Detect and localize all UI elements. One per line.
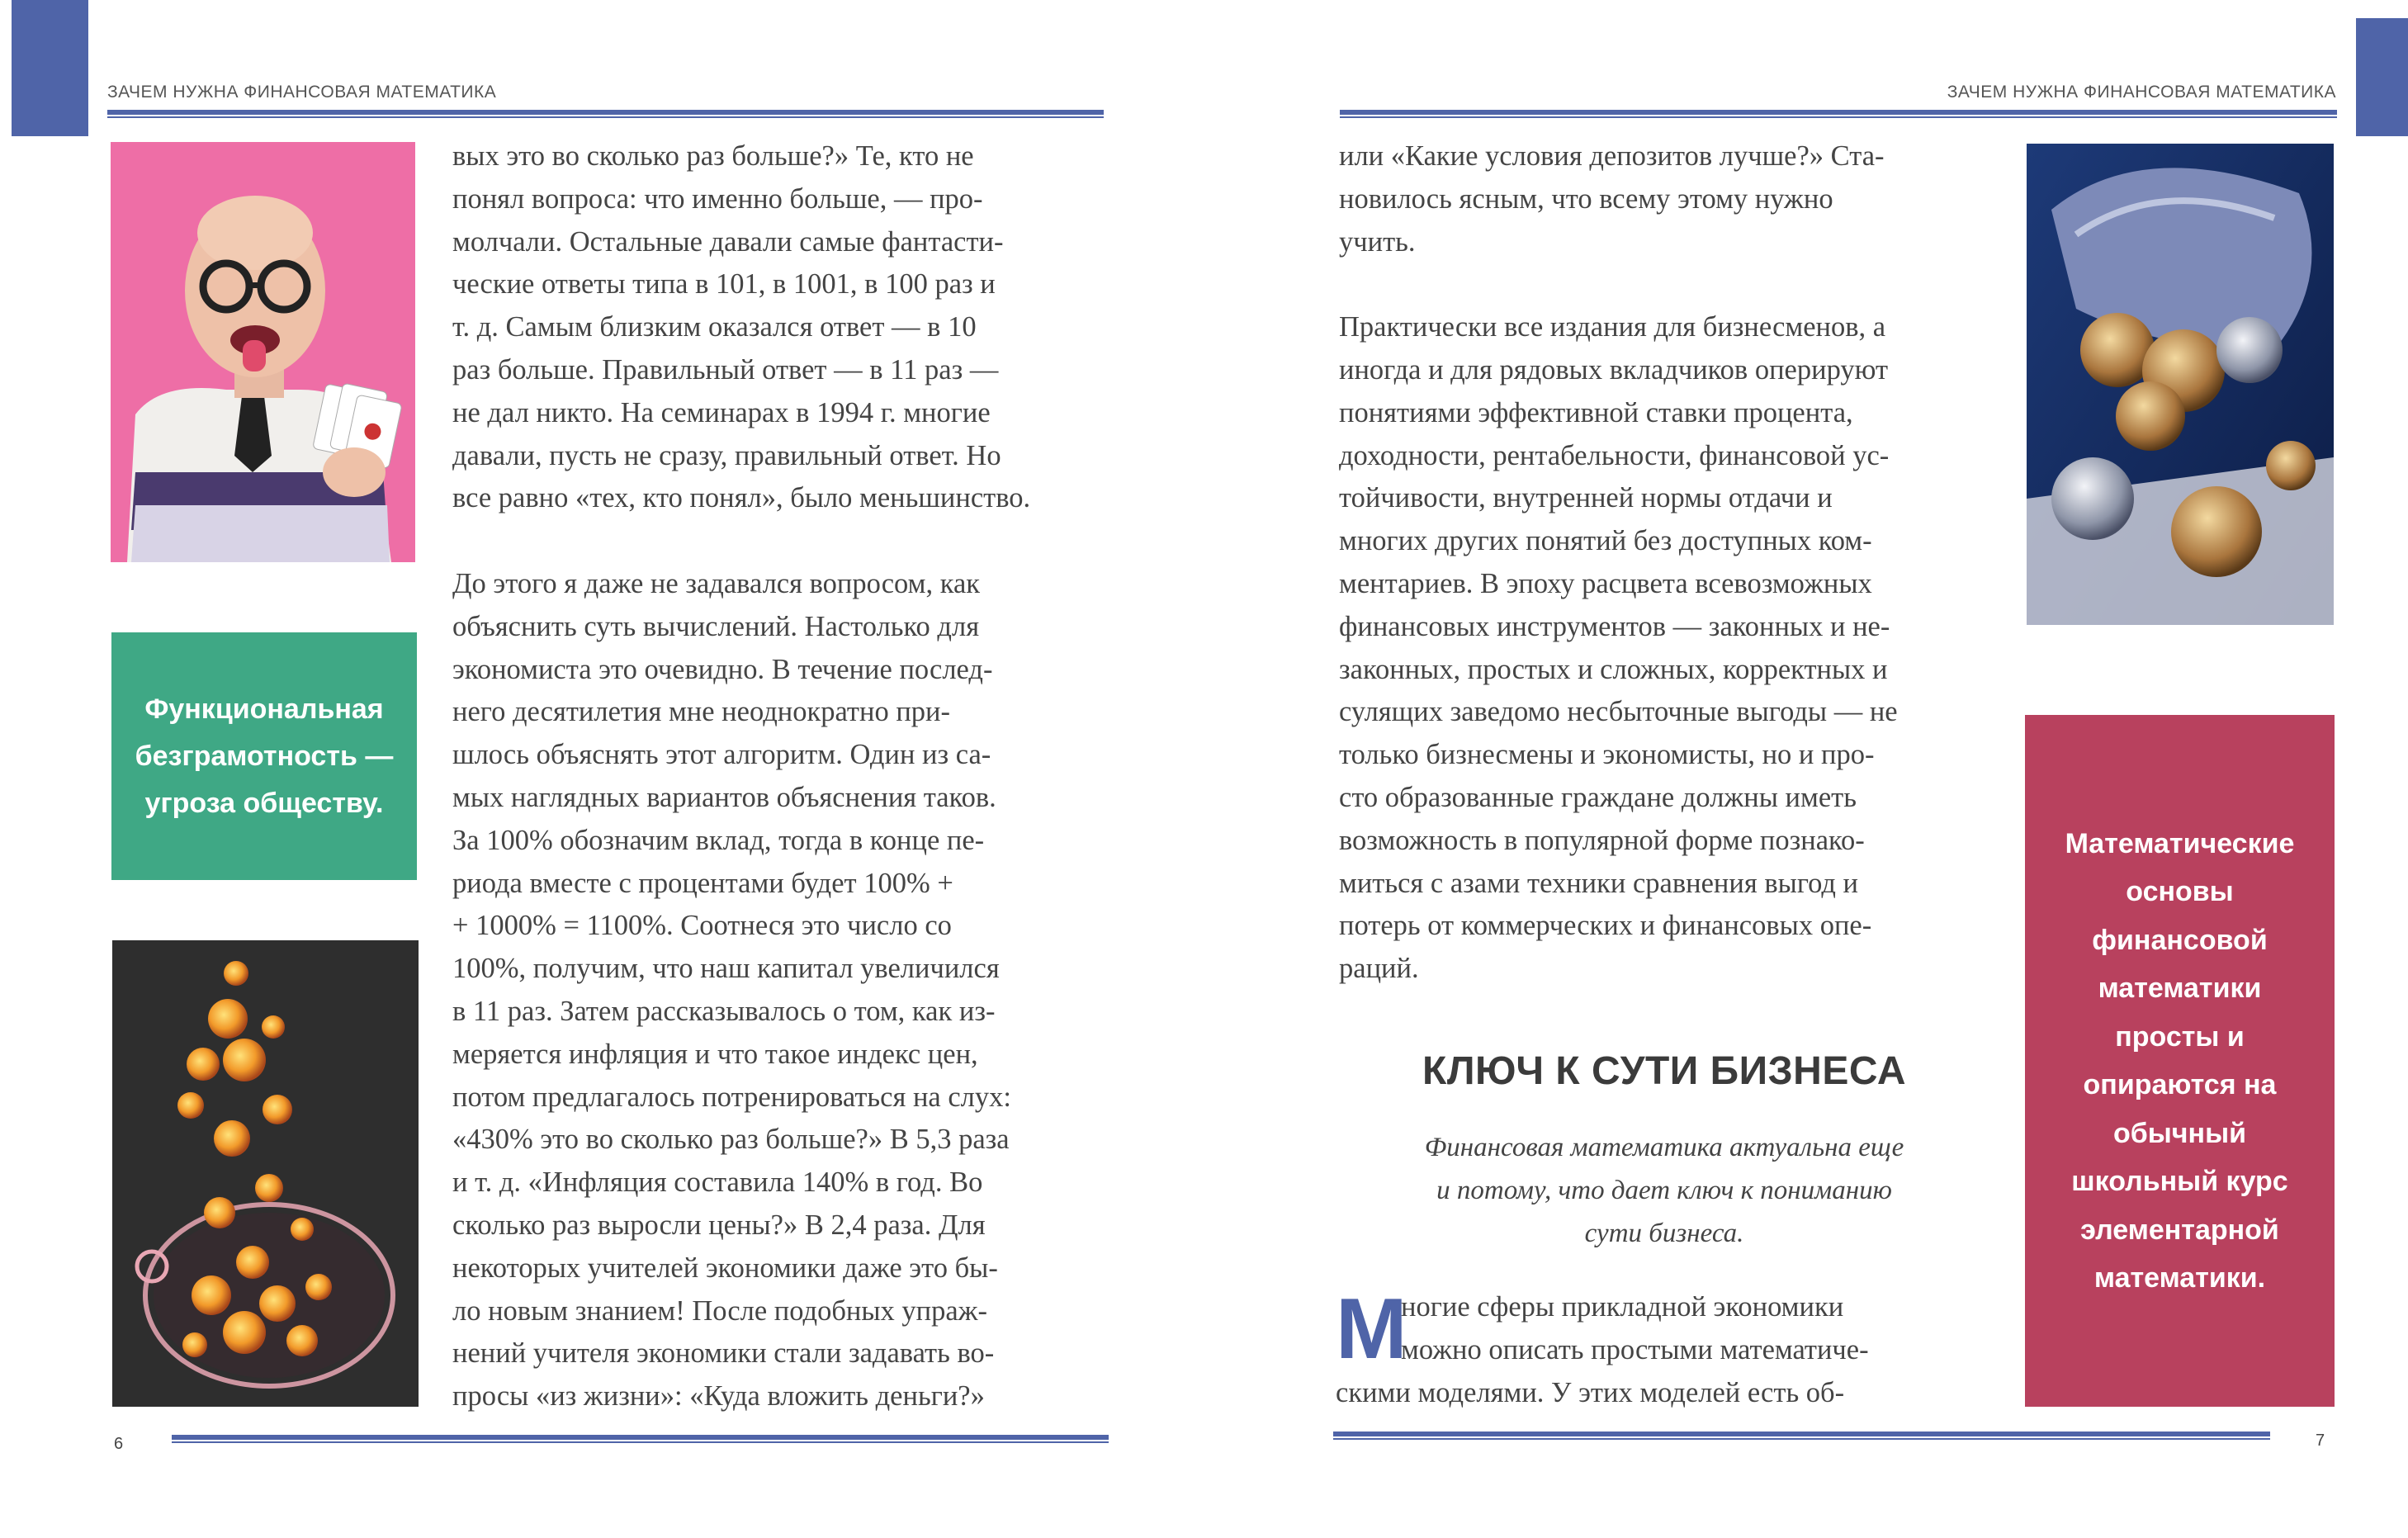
- callout-red-line: основы: [2126, 876, 2234, 907]
- text-line: За 100% обозначим вклад, тогда в конце пе-: [452, 824, 985, 856]
- left-page-number: 6: [114, 1435, 124, 1453]
- lead-line: и потому, что дает ключ к пониманию: [1436, 1176, 1892, 1205]
- text-line: понял вопроса: что именно больше, — про-: [452, 182, 983, 215]
- drop-cap: М: [1336, 1281, 1407, 1377]
- text-line: ло новым знанием! После подобных упраж-: [452, 1294, 988, 1327]
- callout-red-line: математики: [2098, 972, 2262, 1004]
- text-line: многих других понятий без доступных ком-: [1339, 525, 1872, 557]
- callout-green-line: безграмотность —: [135, 740, 394, 772]
- callout-green-line: угроза обществу.: [144, 787, 384, 819]
- right-running-head: ЗАЧЕМ НУЖНА ФИНАНСОВАЯ МАТЕМАТИКА: [1947, 83, 2336, 102]
- text-line: только бизнесмены и экономисты, но и про-: [1339, 739, 1875, 771]
- text-line: вых это во сколько раз больше?» Те, кто не: [452, 140, 974, 172]
- left-top-rule: [107, 110, 1104, 120]
- text-line: скими моделями. У этих моделей есть об-: [1336, 1377, 1845, 1408]
- right-page-column: [1339, 135, 1898, 991]
- text-line: все равно «тех, кто понял», было меньшинство.: [452, 482, 1031, 514]
- text-line: ногие сферы прикладной экономики: [1401, 1291, 1844, 1323]
- text-line: можно описать простыми математиче-: [1401, 1333, 1869, 1365]
- right-page-number: 7: [2316, 1432, 2325, 1450]
- text-line: или «Какие условия депозитов лучше?» Ста-: [1339, 140, 1885, 172]
- right-bottom-rule: [1333, 1432, 2270, 1441]
- text-line: «430% это во сколько раз больше?» В 5,3 раза: [452, 1124, 1010, 1156]
- text-line: учить.: [1339, 225, 1416, 258]
- callout-red-line: Математические: [2065, 827, 2295, 859]
- right-top-rule: [1340, 110, 2337, 120]
- text-line: потом предлагалось потренироваться на слух:: [452, 1081, 1011, 1113]
- text-line: доходности, рентабельности, финансовой ус-: [1339, 439, 1890, 471]
- text-line: т. д. Самым близким оказался ответ — в 10: [452, 311, 977, 343]
- text-line: и т. д. «Инфляция составила 140% в год. Во: [452, 1167, 983, 1199]
- photo-piggy-bank-coins: [112, 940, 419, 1407]
- coin-purse-illustration: [2027, 144, 2334, 625]
- drop-cap-paragraph-continued: [1336, 1372, 1844, 1415]
- lead-line: Финансовая математика актуальна еще: [1424, 1133, 1904, 1162]
- piggy-bank-coins-illustration: [112, 940, 419, 1407]
- callout-red-line: опираются на: [2083, 1069, 2277, 1100]
- callout-green-line: Функциональная: [144, 693, 384, 725]
- text-line: До этого я даже не задавался вопросом, как: [452, 567, 981, 599]
- text-line: сто образованные граждане должны иметь: [1339, 781, 1857, 813]
- text-line: ментариев. В эпоху расцвета всевозможных: [1339, 567, 1872, 599]
- callout-red-text: [2065, 820, 2295, 1303]
- text-line: в 11 раз. Затем рассказывалось о том, как из-: [452, 995, 996, 1027]
- text-line: новилось ясным, что всему этому нужно: [1339, 182, 1833, 215]
- callout-red-line: элементарной: [2080, 1214, 2279, 1246]
- text-line: возможность в популярной форме познако-: [1339, 824, 1865, 856]
- text-line: потерь от коммерческих и финансовых опе-: [1339, 910, 1872, 942]
- text-line: некоторых учителей экономики даже это бы-: [452, 1252, 998, 1284]
- text-line: не дал никто. На семинарах в 1994 г. многие: [452, 396, 991, 428]
- text-line: мых наглядных вариантов объяснения таков.: [452, 781, 996, 813]
- section-heading: КЛЮЧ К СУТИ БИЗНЕСА: [1422, 1049, 1906, 1093]
- callout-red-line: школьный курс: [2071, 1166, 2288, 1197]
- text-line: иногда и для рядовых вкладчиков оперируют: [1339, 353, 1889, 386]
- text-line: молчали. Остальные давали самые фантасти-: [452, 225, 1004, 258]
- callout-red-line: обычный: [2112, 1117, 2247, 1149]
- text-line: сулящих заведомо несбыточные выгоды — не: [1339, 696, 1898, 728]
- left-page-tab: [12, 0, 88, 136]
- text-line: него десятилетия мне неоднократно при-: [452, 696, 950, 728]
- callout-green-text: [135, 686, 394, 827]
- man-with-cards-illustration: [111, 142, 415, 562]
- text-line: риода вместе с процентами будет 100% +: [452, 867, 953, 899]
- text-line: нений учителя экономики стали задавать во-: [452, 1337, 995, 1370]
- text-line: давали, пусть не сразу, правильный ответ. Но: [452, 439, 1001, 471]
- left-running-head: ЗАЧЕМ НУЖНА ФИНАНСОВАЯ МАТЕМАТИКА: [107, 83, 497, 102]
- text-line: просы «из жизни»: «Куда вложить деньги?»: [452, 1380, 985, 1413]
- text-line: + 1000% = 1100%. Соотнеся это число со: [452, 910, 952, 942]
- right-page-tab: [2356, 18, 2408, 136]
- text-line: понятиями эффективной ставки процента,: [1339, 396, 1853, 428]
- callout-red: [2025, 715, 2335, 1407]
- drop-cap-paragraph: [1401, 1286, 1869, 1372]
- callout-green: [111, 632, 417, 880]
- paragraph-gap: [452, 520, 1030, 563]
- text-line: законных, простых и сложных, корректных и: [1339, 653, 1888, 685]
- callout-red-line: финансовой: [2092, 924, 2268, 956]
- text-line: раз больше. Правильный ответ — в 11 раз —: [452, 353, 999, 386]
- photo-man-with-cards: [111, 142, 415, 562]
- text-line: шлось объяснять этот алгоритм. Один из са-: [452, 739, 991, 771]
- callout-red-line: математики.: [2093, 1262, 2266, 1294]
- text-line: ческие ответы типа в 101, в 1001, в 100 раз и: [452, 268, 996, 301]
- text-line: миться с азами техники сравнения выгод и: [1339, 867, 1859, 899]
- section-lead: [1339, 1126, 1989, 1255]
- left-bottom-rule: [172, 1435, 1109, 1445]
- text-line: финансовых инструментов — законных и не-: [1339, 610, 1890, 642]
- left-page-column: [452, 135, 1030, 1418]
- text-line: Практически все издания для бизнесменов, а: [1339, 311, 1886, 343]
- text-line: объяснить суть вычислений. Настолько для: [452, 610, 980, 642]
- text-line: экономиста это очевидно. В течение послед-: [452, 653, 993, 685]
- paragraph-gap: [1339, 263, 1898, 306]
- text-line: сколько раз выросли цены?» В 2,4 раза. Для: [452, 1209, 986, 1241]
- text-line: тойчивости, внутренней нормы отдачи и: [1339, 482, 1833, 514]
- photo-coin-purse: [2027, 144, 2334, 625]
- text-line: 100%, получим, что наш капитал увеличился: [452, 953, 1000, 985]
- callout-red-line: просты и: [2115, 1020, 2245, 1053]
- text-line: раций.: [1339, 953, 1419, 985]
- text-line: меряется инфляция и что такое индекс цен,: [452, 1038, 978, 1070]
- lead-line: сути бизнеса.: [1584, 1219, 1744, 1248]
